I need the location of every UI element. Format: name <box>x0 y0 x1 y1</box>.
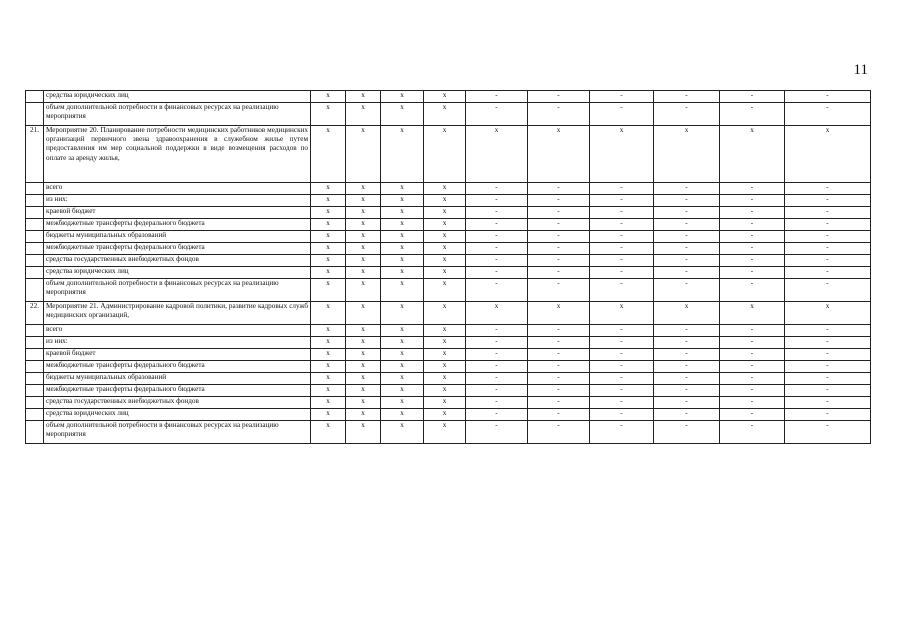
value-cell: - <box>528 195 590 207</box>
table-row <box>26 302 871 325</box>
value-cell: x <box>381 325 424 337</box>
value-cell: - <box>466 349 528 361</box>
value-cell: x <box>424 397 466 409</box>
value-cell: - <box>466 337 528 349</box>
row-number-cell <box>26 103 44 126</box>
value-cell: x <box>424 255 466 267</box>
table-row <box>26 183 871 195</box>
value-cell: x <box>466 302 528 325</box>
value-cell: x <box>424 103 466 126</box>
value-cell: x <box>311 91 346 103</box>
value-cell: - <box>654 267 720 279</box>
table-row <box>26 267 871 279</box>
row-description-cell: бюджеты муниципальных образований <box>44 373 311 385</box>
value-cell: x <box>311 255 346 267</box>
value-cell: x <box>424 219 466 231</box>
value-cell: - <box>590 279 654 302</box>
value-cell: - <box>654 337 720 349</box>
row-number-cell: 22. <box>26 302 44 325</box>
value-cell: x <box>381 255 424 267</box>
value-cell: x <box>311 385 346 397</box>
value-cell: - <box>466 385 528 397</box>
row-description-cell: Мероприятие 20. Планирование потребности медицинских работников медицинских организаций первичного звена здравоохранения в служебном жилье путем предоставления им мер социальной поддержки в виде возмещения расходов по оплате за аренду жилья, <box>44 126 311 183</box>
table-row <box>26 255 871 267</box>
value-cell: - <box>528 409 590 421</box>
value-cell: x <box>311 243 346 255</box>
table-row <box>26 349 871 361</box>
row-description-cell: средства юридических лиц <box>44 91 311 103</box>
value-cell: x <box>346 409 381 421</box>
value-cell: x <box>346 302 381 325</box>
value-cell: x <box>381 302 424 325</box>
value-cell: x <box>381 126 424 183</box>
value-cell: - <box>720 337 785 349</box>
value-cell: - <box>785 231 871 243</box>
value-cell: - <box>785 349 871 361</box>
value-cell: x <box>346 255 381 267</box>
value-cell: x <box>785 126 871 183</box>
value-cell: - <box>466 103 528 126</box>
value-cell: - <box>528 255 590 267</box>
row-description-cell: Мероприятие 21. Администрирование кадровой политики, развитие кадровых служб медицинских организаций, <box>44 302 311 325</box>
value-cell: - <box>654 255 720 267</box>
value-cell: - <box>720 279 785 302</box>
value-cell: x <box>720 126 785 183</box>
value-cell: - <box>590 267 654 279</box>
value-cell: - <box>654 361 720 373</box>
value-cell: x <box>311 279 346 302</box>
row-description-cell: межбюджетные трансферты федерального бюджета <box>44 385 311 397</box>
page-number: 11 <box>853 62 868 78</box>
value-cell: - <box>466 267 528 279</box>
value-cell: x <box>346 279 381 302</box>
value-cell: x <box>346 183 381 195</box>
row-number-cell <box>26 91 44 103</box>
value-cell: - <box>528 325 590 337</box>
value-cell: - <box>590 207 654 219</box>
row-description-cell: средства юридических лиц <box>44 267 311 279</box>
value-cell: - <box>654 279 720 302</box>
row-description-cell: краевой бюджет <box>44 349 311 361</box>
value-cell: - <box>466 183 528 195</box>
value-cell: - <box>654 195 720 207</box>
value-cell: - <box>528 207 590 219</box>
row-description-cell: бюджеты муниципальных образований <box>44 231 311 243</box>
value-cell: - <box>654 231 720 243</box>
row-description-cell: межбюджетные трансферты федерального бюджета <box>44 243 311 255</box>
value-cell: x <box>381 421 424 444</box>
value-cell: - <box>785 207 871 219</box>
value-cell: x <box>785 302 871 325</box>
row-number-cell <box>26 373 44 385</box>
value-cell: - <box>590 385 654 397</box>
value-cell: x <box>424 325 466 337</box>
value-cell: x <box>311 337 346 349</box>
value-cell: x <box>424 195 466 207</box>
row-number-cell <box>26 207 44 219</box>
value-cell: - <box>720 385 785 397</box>
value-cell: x <box>346 361 381 373</box>
value-cell: x <box>346 397 381 409</box>
table-row <box>26 243 871 255</box>
value-cell: x <box>424 409 466 421</box>
value-cell: - <box>654 183 720 195</box>
value-cell: - <box>528 349 590 361</box>
value-cell: - <box>466 231 528 243</box>
table-row <box>26 421 871 444</box>
value-cell: - <box>720 103 785 126</box>
value-cell: x <box>311 349 346 361</box>
value-cell: x <box>381 267 424 279</box>
table-row <box>26 231 871 243</box>
value-cell: x <box>424 231 466 243</box>
value-cell: x <box>528 302 590 325</box>
table-row <box>26 195 871 207</box>
value-cell: - <box>654 103 720 126</box>
value-cell: x <box>424 126 466 183</box>
value-cell: x <box>381 361 424 373</box>
value-cell: x <box>311 207 346 219</box>
value-cell: - <box>528 337 590 349</box>
budget-table <box>25 90 871 444</box>
value-cell: - <box>528 219 590 231</box>
value-cell: x <box>311 183 346 195</box>
value-cell: x <box>311 231 346 243</box>
value-cell: - <box>590 397 654 409</box>
table-row <box>26 361 871 373</box>
row-description-cell: всего <box>44 183 311 195</box>
value-cell: x <box>311 267 346 279</box>
value-cell: x <box>381 103 424 126</box>
value-cell: x <box>381 279 424 302</box>
value-cell: - <box>785 421 871 444</box>
row-description-cell: объем дополнительной потребности в финансовых ресурсах на реализацию мероприятия <box>44 103 311 126</box>
value-cell: - <box>466 397 528 409</box>
value-cell: x <box>654 302 720 325</box>
value-cell: - <box>466 255 528 267</box>
value-cell: - <box>590 361 654 373</box>
value-cell: - <box>590 325 654 337</box>
table-row <box>26 219 871 231</box>
row-description-cell: всего <box>44 325 311 337</box>
table-row <box>26 207 871 219</box>
table-row <box>26 325 871 337</box>
value-cell: x <box>381 243 424 255</box>
value-cell: x <box>424 349 466 361</box>
value-cell: - <box>720 267 785 279</box>
row-description-cell: краевой бюджет <box>44 207 311 219</box>
value-cell: - <box>654 397 720 409</box>
value-cell: - <box>720 183 785 195</box>
value-cell: x <box>424 421 466 444</box>
table-row <box>26 397 871 409</box>
value-cell: - <box>654 207 720 219</box>
row-number-cell <box>26 421 44 444</box>
value-cell: - <box>590 103 654 126</box>
value-cell: x <box>466 126 528 183</box>
value-cell: x <box>381 183 424 195</box>
value-cell: x <box>381 207 424 219</box>
value-cell: - <box>720 325 785 337</box>
row-number-cell <box>26 195 44 207</box>
value-cell: - <box>654 349 720 361</box>
value-cell: - <box>785 373 871 385</box>
value-cell: - <box>590 373 654 385</box>
value-cell: x <box>424 373 466 385</box>
value-cell: - <box>720 349 785 361</box>
value-cell: - <box>785 385 871 397</box>
row-description-cell: межбюджетные трансферты федерального бюджета <box>44 219 311 231</box>
value-cell: x <box>381 337 424 349</box>
value-cell: - <box>654 243 720 255</box>
table-row <box>26 279 871 302</box>
value-cell: - <box>590 409 654 421</box>
value-cell: x <box>720 302 785 325</box>
row-number-cell <box>26 337 44 349</box>
value-cell: x <box>590 126 654 183</box>
value-cell: x <box>346 385 381 397</box>
row-number-cell <box>26 385 44 397</box>
value-cell: x <box>346 219 381 231</box>
value-cell: x <box>381 385 424 397</box>
value-cell: - <box>785 243 871 255</box>
value-cell: - <box>785 267 871 279</box>
value-cell: x <box>424 243 466 255</box>
row-number-cell <box>26 349 44 361</box>
value-cell: - <box>654 91 720 103</box>
row-number-cell <box>26 267 44 279</box>
value-cell: x <box>346 126 381 183</box>
row-number-cell <box>26 243 44 255</box>
value-cell: x <box>424 337 466 349</box>
value-cell: - <box>654 385 720 397</box>
value-cell: x <box>346 267 381 279</box>
value-cell: - <box>720 219 785 231</box>
value-cell: - <box>466 325 528 337</box>
value-cell: - <box>528 373 590 385</box>
value-cell: - <box>720 243 785 255</box>
value-cell: x <box>346 373 381 385</box>
table-row <box>26 373 871 385</box>
table-row <box>26 337 871 349</box>
value-cell: x <box>590 302 654 325</box>
value-cell: - <box>785 183 871 195</box>
row-number-cell: 21. <box>26 126 44 183</box>
value-cell: x <box>311 219 346 231</box>
value-cell: - <box>466 195 528 207</box>
value-cell: - <box>590 91 654 103</box>
value-cell: - <box>720 195 785 207</box>
value-cell: - <box>466 361 528 373</box>
value-cell: - <box>466 421 528 444</box>
table-row <box>26 409 871 421</box>
value-cell: - <box>654 409 720 421</box>
row-number-cell <box>26 231 44 243</box>
value-cell: x <box>381 373 424 385</box>
value-cell: - <box>590 243 654 255</box>
value-cell: - <box>590 219 654 231</box>
value-cell: - <box>590 337 654 349</box>
value-cell: x <box>311 421 346 444</box>
row-number-cell <box>26 255 44 267</box>
value-cell: - <box>785 337 871 349</box>
value-cell: - <box>720 207 785 219</box>
value-cell: x <box>346 337 381 349</box>
value-cell: x <box>346 91 381 103</box>
value-cell: x <box>346 207 381 219</box>
value-cell: x <box>381 397 424 409</box>
row-description-cell: межбюджетные трансферты федерального бюджета <box>44 361 311 373</box>
value-cell: x <box>311 397 346 409</box>
value-cell: x <box>311 361 346 373</box>
value-cell: - <box>466 91 528 103</box>
value-cell: - <box>720 231 785 243</box>
row-number-cell <box>26 397 44 409</box>
table-row <box>26 385 871 397</box>
row-description-cell: средства государственных внебюджетных фондов <box>44 255 311 267</box>
value-cell: - <box>528 183 590 195</box>
value-cell: - <box>590 231 654 243</box>
value-cell: x <box>424 385 466 397</box>
value-cell: - <box>720 373 785 385</box>
row-number-cell <box>26 409 44 421</box>
row-number-cell <box>26 279 44 302</box>
value-cell: - <box>590 255 654 267</box>
value-cell: - <box>785 219 871 231</box>
value-cell: - <box>785 397 871 409</box>
value-cell: - <box>720 91 785 103</box>
row-number-cell <box>26 219 44 231</box>
value-cell: - <box>654 325 720 337</box>
value-cell: - <box>466 409 528 421</box>
value-cell: x <box>311 302 346 325</box>
value-cell: - <box>720 255 785 267</box>
value-cell: - <box>654 219 720 231</box>
value-cell: - <box>720 409 785 421</box>
value-cell: x <box>346 421 381 444</box>
value-cell: x <box>381 349 424 361</box>
value-cell: x <box>381 91 424 103</box>
value-cell: x <box>346 325 381 337</box>
row-number-cell <box>26 361 44 373</box>
value-cell: - <box>528 243 590 255</box>
value-cell: x <box>424 183 466 195</box>
value-cell: - <box>528 267 590 279</box>
value-cell: - <box>528 279 590 302</box>
value-cell: x <box>311 126 346 183</box>
value-cell: x <box>311 325 346 337</box>
row-number-cell <box>26 183 44 195</box>
value-cell: - <box>654 421 720 444</box>
value-cell: x <box>424 361 466 373</box>
value-cell: - <box>590 183 654 195</box>
value-cell: x <box>528 126 590 183</box>
value-cell: - <box>720 361 785 373</box>
value-cell: x <box>424 267 466 279</box>
value-cell: - <box>466 219 528 231</box>
value-cell: - <box>720 397 785 409</box>
row-number-cell <box>26 325 44 337</box>
value-cell: x <box>424 207 466 219</box>
value-cell: - <box>528 361 590 373</box>
value-cell: - <box>590 349 654 361</box>
value-cell: - <box>466 243 528 255</box>
value-cell: x <box>311 103 346 126</box>
value-cell: - <box>528 385 590 397</box>
value-cell: - <box>528 231 590 243</box>
value-cell: - <box>590 421 654 444</box>
row-description-cell: средства государственных внебюджетных фондов <box>44 397 311 409</box>
value-cell: - <box>785 195 871 207</box>
value-cell: - <box>590 195 654 207</box>
value-cell: - <box>785 279 871 302</box>
row-description-cell: объем дополнительной потребности в финансовых ресурсах на реализацию мероприятия <box>44 421 311 444</box>
value-cell: x <box>381 195 424 207</box>
value-cell: x <box>346 231 381 243</box>
value-cell: - <box>785 325 871 337</box>
value-cell: - <box>528 91 590 103</box>
value-cell: - <box>528 421 590 444</box>
value-cell: - <box>654 373 720 385</box>
value-cell: - <box>785 361 871 373</box>
table-row <box>26 103 871 126</box>
value-cell: x <box>381 231 424 243</box>
value-cell: - <box>528 103 590 126</box>
value-cell: x <box>424 91 466 103</box>
value-cell: x <box>346 195 381 207</box>
value-cell: - <box>720 421 785 444</box>
row-description-cell: объем дополнительной потребности в финансовых ресурсах на реализацию мероприятия <box>44 279 311 302</box>
value-cell: - <box>466 207 528 219</box>
table-body <box>26 91 871 444</box>
value-cell: x <box>424 279 466 302</box>
row-description-cell: из них: <box>44 195 311 207</box>
table-row <box>26 126 871 183</box>
value-cell: x <box>424 302 466 325</box>
value-cell: x <box>311 195 346 207</box>
value-cell: - <box>466 373 528 385</box>
value-cell: - <box>466 279 528 302</box>
value-cell: - <box>785 255 871 267</box>
row-description-cell: из них: <box>44 337 311 349</box>
value-cell: x <box>346 243 381 255</box>
row-description-cell: средства юридических лиц <box>44 409 311 421</box>
value-cell: x <box>311 409 346 421</box>
value-cell: x <box>346 103 381 126</box>
value-cell: x <box>311 373 346 385</box>
value-cell: - <box>785 409 871 421</box>
value-cell: x <box>381 219 424 231</box>
value-cell: - <box>785 91 871 103</box>
table-row <box>26 91 871 103</box>
value-cell: - <box>785 103 871 126</box>
value-cell: x <box>381 409 424 421</box>
value-cell: x <box>346 349 381 361</box>
value-cell: x <box>654 126 720 183</box>
value-cell: - <box>528 397 590 409</box>
